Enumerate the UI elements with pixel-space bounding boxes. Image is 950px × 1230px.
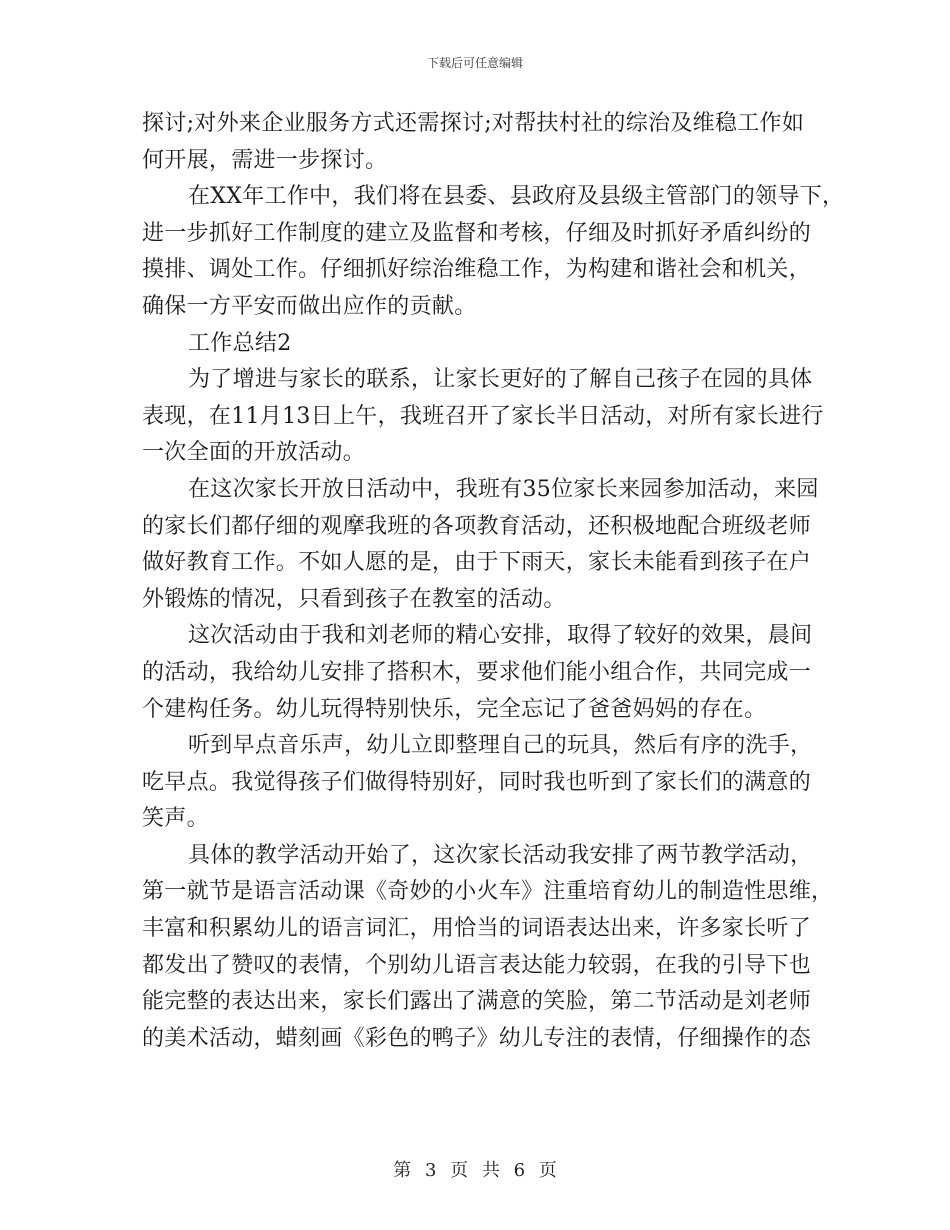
text-line: 为了增进与家长的联系，让家长更好的了解自己孩子在园的具体 — [188, 367, 813, 393]
text-line: 一次全面的开放活动。 — [142, 440, 366, 466]
page-header: 下载后可任意编辑 — [426, 56, 523, 70]
text-line: 确保一方平安而做出应作的贡献。 — [142, 293, 477, 319]
text-line: 进一步抓好工作制度的建立及监督和考核，仔细及时抓好矛盾纠纷的 — [142, 220, 812, 246]
text-line: 做好教育工作。不如人愿的是，由于下雨天，家长未能看到孩子在户 — [142, 550, 812, 576]
text-line: 在XX年工作中，我们将在县委、县政府及县级主管部门的领导下， — [188, 184, 845, 210]
text-line: 第一就节是语言活动课《奇妙的小火车》注重培育幼儿的制造性思维， — [142, 879, 834, 905]
text-line: 外锻炼的情况，只看到孩子在教室的活动。 — [142, 586, 566, 612]
text-line: 何开展，需进一步探讨。 — [142, 147, 388, 173]
text-line: 摸排、调处工作。仔细抓好综治维稳工作，为构建和谐社会和机关， — [142, 257, 812, 283]
text-line: 听到早点音乐声，幼儿立即整理自己的玩具，然后有序的洗手， — [188, 733, 813, 759]
text-line: 笑声。 — [142, 806, 209, 832]
text-line: 具体的教学活动开始了，这次家长活动我安排了两节教学活动， — [188, 842, 813, 868]
text-line: 能完整的表达出来，家长们露出了满意的笑脸，第二节活动是刘老师 — [142, 989, 812, 1015]
text-line: 这次活动由于我和刘老师的精心安排，取得了较好的效果，晨间 — [188, 623, 813, 649]
text-line: 的活动，我给幼儿安排了搭积木，要求他们能小组合作，共同完成一 — [142, 659, 812, 685]
text-line: 在这次家长开放日活动中，我班有35位家长来园参加活动，来园 — [188, 476, 819, 502]
text-line: 的家长们都仔细的观摩我班的各项教育活动，还积极地配合班级老师 — [142, 513, 812, 539]
text-line: 吃早点。我觉得孩子们做得特别好，同时我也听到了家长们的满意的 — [142, 769, 812, 795]
text-line: 工作总结2 — [188, 330, 292, 356]
text-line: 丰富和积累幼儿的语言词汇，用恰当的词语表达出来，许多家长听了 — [142, 916, 812, 942]
text-line: 都发出了赞叹的表情，个别幼儿语言表达能力较弱，在我的引导下也 — [142, 952, 812, 978]
text-line: 个建构任务。幼儿玩得特别快乐，完全忘记了爸爸妈妈的存在。 — [142, 696, 767, 722]
text-line: 探讨;对外来企业服务方式还需探讨;对帮扶村社的综治及维稳工作如 — [142, 111, 805, 136]
text-line: 表现，在11月13日上午，我班召开了家长半日活动，对所有家长进行 — [142, 403, 824, 429]
page-footer: 第 3 页 共 6 页 — [393, 1160, 557, 1181]
document-body — [142, 106, 845, 1057]
text-line: 的美术活动，蜡刻画《彩色的鸭子》幼儿专注的表情，仔细操作的态 — [142, 1025, 812, 1051]
